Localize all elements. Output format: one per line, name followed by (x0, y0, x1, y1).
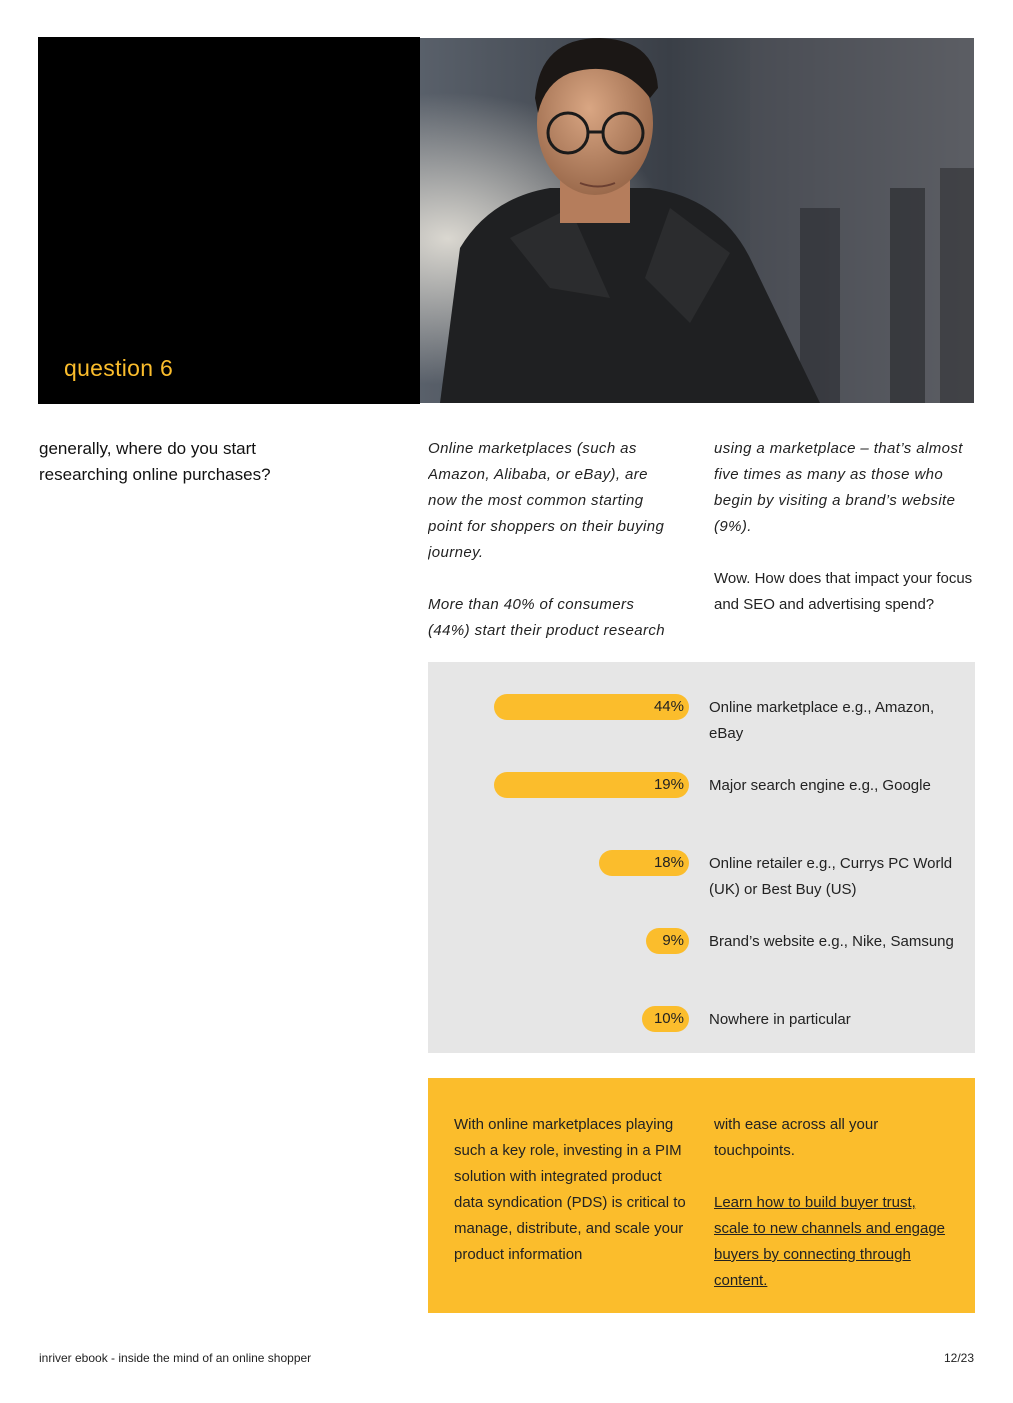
callout-text-2: with ease across all your touchpoints. (714, 1116, 879, 1159)
hero-photo (420, 38, 974, 403)
page-number: 12/23 (943, 1351, 974, 1365)
pim-callout-box (428, 1078, 975, 1313)
chart-category-label: Online retailer e.g., Currys PC World (UK) or Best Buy (US) (709, 855, 953, 898)
question-heading: generally, where do you start researching online purchases? (39, 439, 271, 484)
person-photo-icon (420, 38, 974, 403)
chart-category-label: Nowhere in particular (709, 1011, 851, 1028)
learn-more-link[interactable]: Learn how to build buyer trust, scale to new channels and engage buyers by connecting through content. (714, 1194, 946, 1289)
question-number-label: question 6 (64, 355, 174, 381)
chart-category-label: Brand’s website e.g., Nike, Samsung (709, 933, 954, 950)
chart-bar-wrap (494, 772, 689, 798)
chart-category-label: Online marketplace e.g., Amazon, eBay (709, 699, 935, 742)
chart-value-label: 9% (662, 932, 684, 949)
chart-value-label: 10% (653, 1010, 684, 1027)
intro-paragraph-4: Wow. How does that impact your focus and SEO and advertising spend? (714, 570, 973, 613)
chart-bar-wrap (494, 928, 689, 954)
chart-value-label: 19% (653, 776, 684, 793)
chart-value-label: 18% (653, 854, 684, 871)
intro-paragraph-2: More than 40% of consumers (44%) start their product research (428, 596, 666, 639)
footer-title: inriver ebook - inside the mind of an online shopper (39, 1351, 312, 1365)
chart-bar-wrap (494, 694, 689, 720)
chart-bar-wrap (494, 1006, 689, 1032)
intro-paragraph-1: Online marketplaces (such as Amazon, Alibaba, or eBay), are now the most common starting point for shoppers on their buying journey. (428, 440, 665, 561)
intro-column-2 (714, 436, 976, 618)
chart-bar-wrap (494, 850, 689, 876)
chart-category-label: Major search engine e.g., Google (709, 777, 931, 794)
callout-text-1: With online marketplaces playing such a key role, investing in a PIM solution with integrated product data syndication (PDS) is critical to manage, distribute, and scale your product information (454, 1116, 686, 1263)
research-start-chart (428, 662, 975, 1053)
intro-paragraph-3: using a marketplace – that’s almost five times as many as those who begin by visiting a brand’s website (9%). (714, 440, 963, 535)
hero-black-panel (38, 37, 420, 404)
intro-column-1 (428, 436, 678, 664)
chart-value-label: 44% (653, 698, 684, 715)
callout-column-2 (714, 1112, 954, 1294)
